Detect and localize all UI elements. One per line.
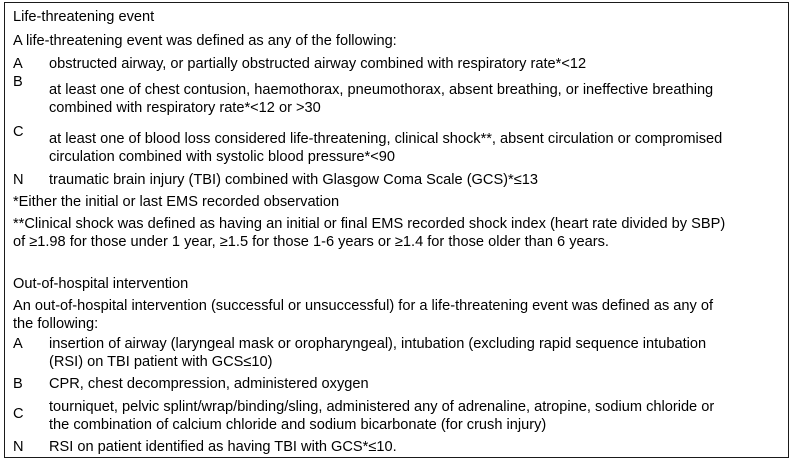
item-letter-b: B — [13, 74, 23, 90]
section-intro-out-of-hospital-line2: the following: — [13, 316, 99, 332]
footnote-clinical-shock-line1: **Clinical shock was defined as having an initial or final EMS recorded shock index (heart rate divided by SBP) — [13, 216, 726, 232]
item-letter-n: N — [13, 172, 24, 188]
section-intro-life-threatening-event: A life-threatening event was defined as any of the following: — [13, 33, 397, 49]
item-text-b-line2: combined with respiratory rate*<12 or >30 — [49, 100, 321, 116]
intervention-letter-c: C — [13, 406, 24, 422]
item-letter-c: C — [13, 124, 24, 140]
intervention-text-c-line2: the combination of calcium chloride and sodium bicarbonate (for crush injury) — [49, 417, 547, 433]
intervention-text-b-line1: CPR, chest decompression, administered oxygen — [49, 376, 369, 392]
section-heading-out-of-hospital-intervention: Out-of-hospital intervention — [13, 276, 189, 292]
intervention-text-c-line1: tourniquet, pelvic splint/wrap/binding/sling, administered any of adrenaline, atropine, sodium chloride or — [49, 399, 715, 415]
intervention-letter-a: A — [13, 336, 23, 352]
item-text-c-line1: at least one of blood loss considered life-threatening, clinical shock**, absent circulation or compromised — [49, 131, 723, 147]
item-letter-a: A — [13, 56, 23, 72]
item-text-c-line2: circulation combined with systolic blood pressure*<90 — [49, 149, 395, 165]
section-intro-out-of-hospital-line1: An out-of-hospital intervention (successful or unsuccessful) for a life-threatening event was defined as any of — [13, 298, 714, 314]
intervention-text-n-line1: RSI on patient identified as having TBI with GCS*≤10. — [49, 439, 397, 455]
intervention-text-a-line1: insertion of airway (laryngeal mask or oropharyngeal), intubation (excluding rapid sequence intubation — [49, 336, 707, 352]
intervention-text-a-line2: (RSI) on TBI patient with GCS≤10) — [49, 354, 273, 370]
item-text-a-line1: obstructed airway, or partially obstructed airway combined with respiratory rate*<12 — [49, 56, 587, 72]
definitions-table — [4, 2, 789, 458]
item-text-n-line1: traumatic brain injury (TBI) combined with Glasgow Coma Scale (GCS)*≤13 — [49, 172, 538, 188]
section-heading-life-threatening-event: Life-threatening event — [13, 9, 155, 25]
footnote-clinical-shock-line2: of ≥1.98 for those under 1 year, ≥1.5 for those 1-6 years or ≥1.4 for those older than 6 years. — [13, 234, 609, 250]
item-text-b-line1: at least one of chest contusion, haemothorax, pneumothorax, absent breathing, or ineffective breathing — [49, 82, 714, 98]
intervention-letter-n: N — [13, 439, 24, 455]
intervention-letter-b: B — [13, 376, 23, 392]
footnote-observation: *Either the initial or last EMS recorded observation — [13, 194, 340, 210]
